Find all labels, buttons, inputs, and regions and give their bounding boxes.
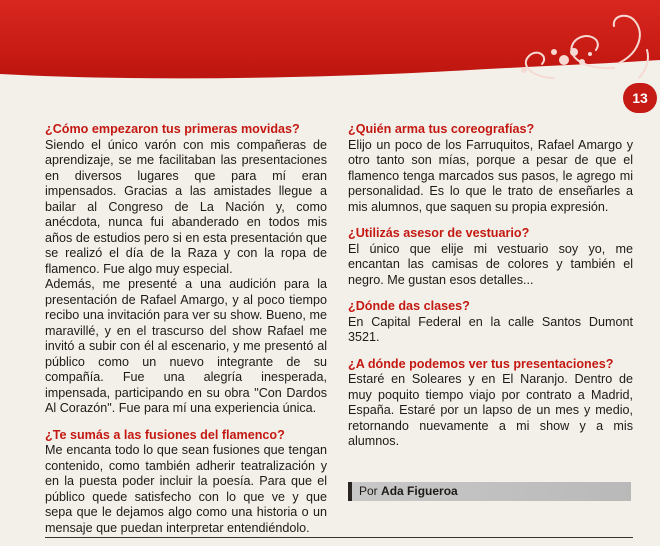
question-heading: ¿Quién arma tus coreografías? (348, 122, 535, 136)
answer-paragraph: Siendo el único varón con mis compañeras de aprendizaje, se me facilitaban las presentaciones en diversos lugares que para mí eran impensados. Gracias a las amistades llegue a bailar al Congreso de La Nación y, como anécdota, nunca fui abanderado en todos mis años de estudios pero si en esta presentación que se realizó el día de la Raza y con la ropa de flamenco. Fue algo muy especial. (45, 137, 327, 276)
question-heading: ¿Cómo empezaron tus primeras movidas? (45, 122, 300, 136)
byline-prefix: Por (359, 484, 378, 498)
bottom-divider (45, 537, 633, 538)
answer-paragraph: El único que elije mi vestuario soy yo, me encantan las camisas de colores y también el negro. Me gustan esos detalles... (348, 241, 633, 287)
answer-paragraph: Además, me presenté a una audición para la presentación de Rafael Amargo, y al poco tiempo recibo una invitación para ver su show. Bueno, me maravillé, y en el trascurso del show Rafael me invitó a subir con él al escenario, y me presentó al público como un nuevo integrante de su compañía. Fue una alegría inesperada, impensada, participando en su obra "Con Dardos Al Corazón". Fue para mí una experiencia única. (45, 277, 327, 415)
right-column (348, 122, 633, 454)
question-heading: ¿Utilizás asesor de vestuario? (348, 226, 530, 240)
left-column (45, 122, 327, 540)
answer-paragraph: Elijo un poco de los Farruquitos, Rafael Amargo y otro tanto son mías, porque a pesar de que el flamenco tenga marcados sus pasos, le agrego mi personalidad. Es lo que le trato de enseñarles a mis alumnos, que saquen su propia expresión. (348, 137, 633, 214)
byline-author: Ada Figueroa (381, 484, 458, 498)
swirl-ornament-icon (414, 8, 654, 86)
answer-paragraph: En Capital Federal en la calle Santos Dumont 3521. (348, 314, 633, 344)
question-heading: ¿Te sumás a las fusiones del flamenco? (45, 427, 285, 442)
byline-marker (348, 482, 352, 501)
question-heading: ¿A dónde podemos ver tus presentaciones? (348, 356, 614, 371)
author-byline (348, 482, 631, 501)
page-number-badge: 13 (623, 83, 657, 113)
question-heading: ¿Dónde das clases? (348, 299, 470, 313)
answer-paragraph: Estaré en Soleares y en El Naranjo. Dentro de muy poquito tiempo viajo por contrato a Madrid, España. Estaré por un lapso de un mes y medio, retornando nuevamente a mi show y a mis alumnos. (348, 372, 633, 448)
answer-paragraph: Me encanta todo lo que sean fusiones que tengan contenido, como también adherir teatralización y en la puesta poder incluir la poesía. Para que el público quede satisfecho con lo que ve y que sepa que le dejamos algo como una historia o un mensaje que puedan interpretar entendiéndolo. (45, 443, 327, 535)
